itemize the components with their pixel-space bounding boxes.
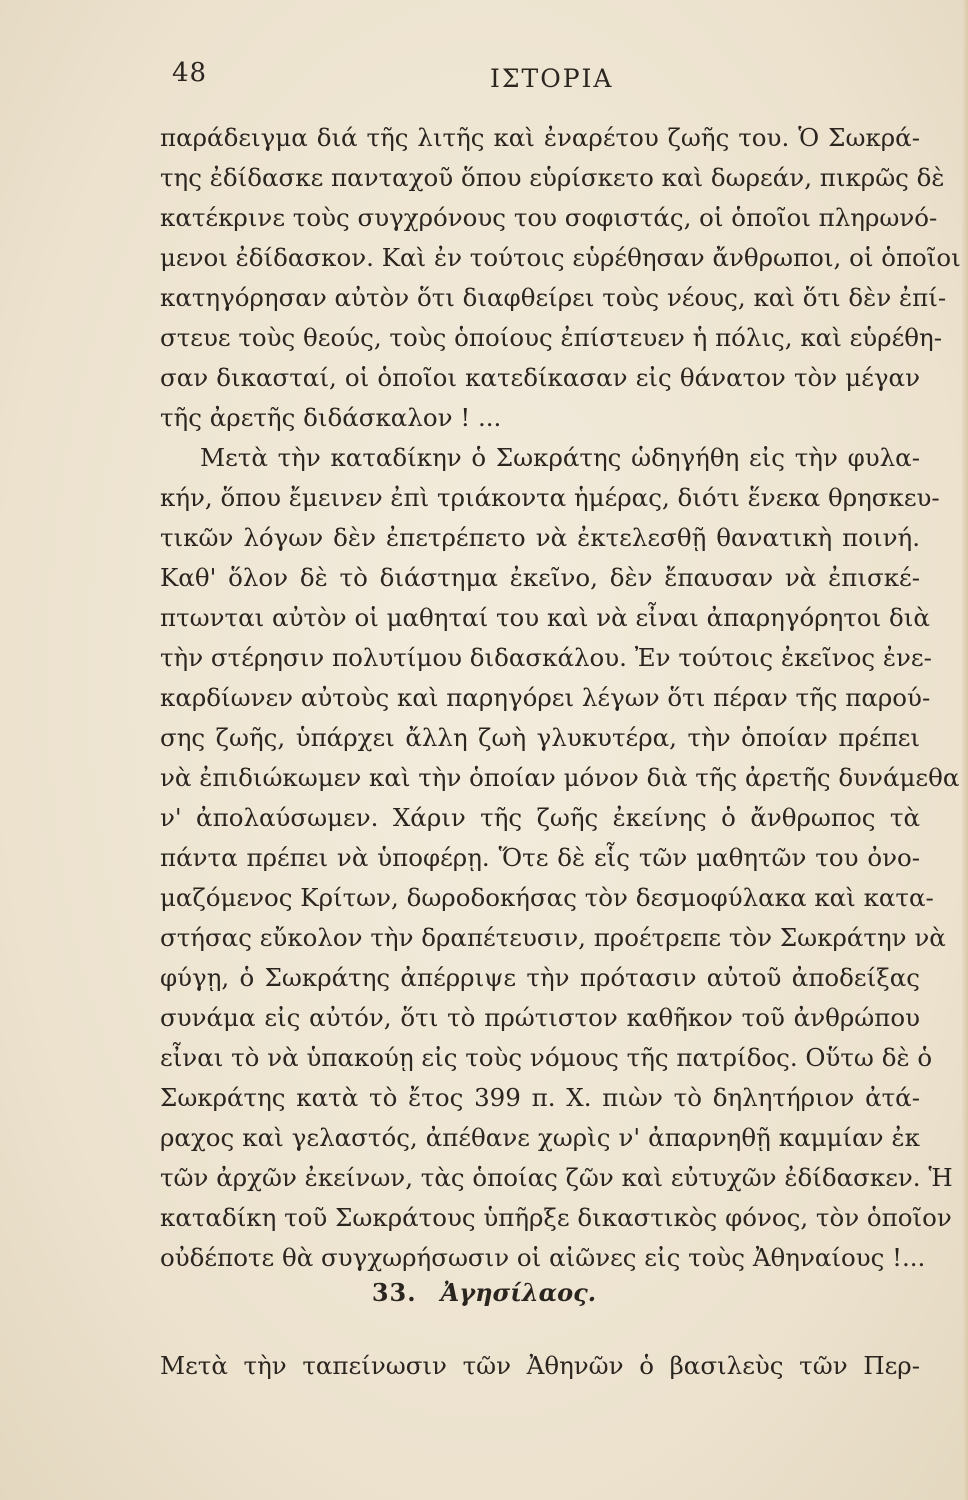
section-number: 33.: [371, 1278, 417, 1307]
text-line: κατέκρινε τοὺς συγχρόνους του σοφιστάς, οἱ ὁποῖοι πληρωνό-: [160, 203, 938, 232]
text-line: της ἐδίδασκε πανταχοῦ ὅπου εὑρίσκετο καὶ δωρεάν, πικρῶς δὲ: [160, 163, 945, 192]
text-line: ραχος καὶ γελαστός, ἀπέθανε χωρὶς ν' ἀπαρνηθῇ καμμίαν ἐκ: [160, 1123, 920, 1152]
text-line: κήν, ὅπου ἔμεινεν ἐπὶ τριάκοντα ἡμέρας, διότι ἕνεκα θρησκευ-: [160, 483, 940, 512]
text-line: παράδειγμα διά τῆς λιτῆς καὶ ἐναρέτου ζωῆς του. Ὁ Σωκρά-: [160, 123, 920, 152]
text-line: σαν δικασταί, οἱ ὁποῖοι κατεδίκασαν εἰς θάνατον τὸν μέγαν: [160, 363, 920, 392]
text-line: στευε τοὺς θεούς, τοὺς ὁποίους ἐπίστευεν ἡ πόλις, καὶ εὑρέθη-: [160, 323, 942, 352]
text-line: Σωκράτης κατὰ τὸ ἔτος 399 π. Χ. πιὼν τὸ δηλητήριον ἀτά-: [160, 1083, 920, 1112]
text-line: ν' ἀπολαύσωμεν. Χάριν τῆς ζωῆς ἐκείνης ὁ ἄνθρωπος τὰ: [160, 803, 920, 832]
text-line: καρδίωνεν αὐτοὺς καὶ παρηγόρει λέγων ὅτι πέραν τῆς παρού-: [160, 683, 931, 712]
text-line: συνάμα εἰς αὐτόν, ὅτι τὸ πρώτιστον καθῆκον τοῦ ἀνθρώπου: [160, 1003, 920, 1032]
section-title: Ἀγησίλαος.: [440, 1278, 597, 1307]
text-line: φύγῃ, ὁ Σωκράτης ἀπέρριψε τὴν πρότασιν αὐτοῦ ἀποδείξας: [160, 963, 920, 992]
text-line: καταδίκη τοῦ Σωκράτους ὑπῆρξε δικαστικὸς φόνος, τὸν ὁποῖον: [160, 1203, 952, 1232]
text-line: οὐδέποτε θὰ συγχωρήσωσιν οἱ αἰῶνες εἰς τοὺς Ἀθηναίους !...: [160, 1243, 926, 1272]
text-line: κατηγόρησαν αὐτὸν ὅτι διαφθείρει τοὺς νέους, καὶ ὅτι δὲν ἐπί-: [160, 283, 947, 312]
text-line: τικῶν λόγων δὲν ἐπετρέπετο νὰ ἐκτελεσθῇ θανατικὴ ποινή.: [160, 523, 920, 552]
text-line: Καθ' ὅλον δὲ τὸ διάστημα ἐκεῖνο, δὲν ἔπαυσαν νὰ ἐπισκέ-: [160, 563, 920, 592]
text-line: πτωνται αὐτὸν οἱ μαθηταί του καὶ νὰ εἶναι ἀπαρηγόρητοι διὰ: [160, 603, 930, 632]
text-line: Μετὰ τὴν καταδίκην ὁ Σωκράτης ὡδηγήθη εἰς τὴν φυλα-: [200, 443, 920, 472]
text-line: τὴν στέρησιν πολυτίμου διδασκάλου. Ἐν τούτοις ἐκεῖνος ἐνε-: [160, 643, 932, 672]
text-line: μενοι ἐδίδασκον. Καὶ ἐν τούτοις εὑρέθησαν ἄνθρωποι, οἱ ὁποῖοι: [160, 243, 961, 272]
text-line: τῆς ἀρετῆς διδάσκαλον ! ...: [160, 403, 502, 432]
text-line: νὰ ἐπιδιώκωμεν καὶ τὴν ὁποίαν μόνον διὰ τῆς ἀρετῆς δυνάμεθα: [160, 763, 960, 792]
text-line: εἶναι τὸ νὰ ὑπακούῃ εἰς τοὺς νόμους τῆς πατρίδος. Οὕτω δὲ ὁ: [160, 1043, 933, 1072]
text-line: στήσας εὔκολον τὴν δραπέτευσιν, προέτρεπε τὸν Σωκράτην νὰ: [160, 923, 946, 952]
text-line: τῶν ἀρχῶν ἐκείνων, τὰς ὁποίας ζῶν καὶ εὐτυχῶν ἐδίδασκεν. Ἡ: [160, 1163, 953, 1192]
page-header: [0, 58, 968, 98]
running-title: ΙΣΤΟΡΙΑ: [490, 64, 614, 93]
page-number: 48: [172, 58, 208, 88]
page-edge: [962, 0, 968, 1500]
text-line: Μετὰ τὴν ταπείνωσιν τῶν Ἀθηνῶν ὁ βασιλεὺς τῶν Περ-: [160, 1351, 920, 1380]
text-line: σης ζωῆς, ὑπάρχει ἄλλη ζωὴ γλυκυτέρα, τὴν ὁποίαν πρέπει: [160, 723, 920, 752]
text-line: πάντα πρέπει νὰ ὑποφέρῃ. Ὅτε δὲ εἷς τῶν μαθητῶν του ὀνο-: [160, 843, 920, 872]
section-heading: [0, 1278, 968, 1307]
text-line: μαζόμενος Κρίτων, δωροδοκήσας τὸν δεσμοφύλακα καὶ κατα-: [160, 883, 934, 912]
